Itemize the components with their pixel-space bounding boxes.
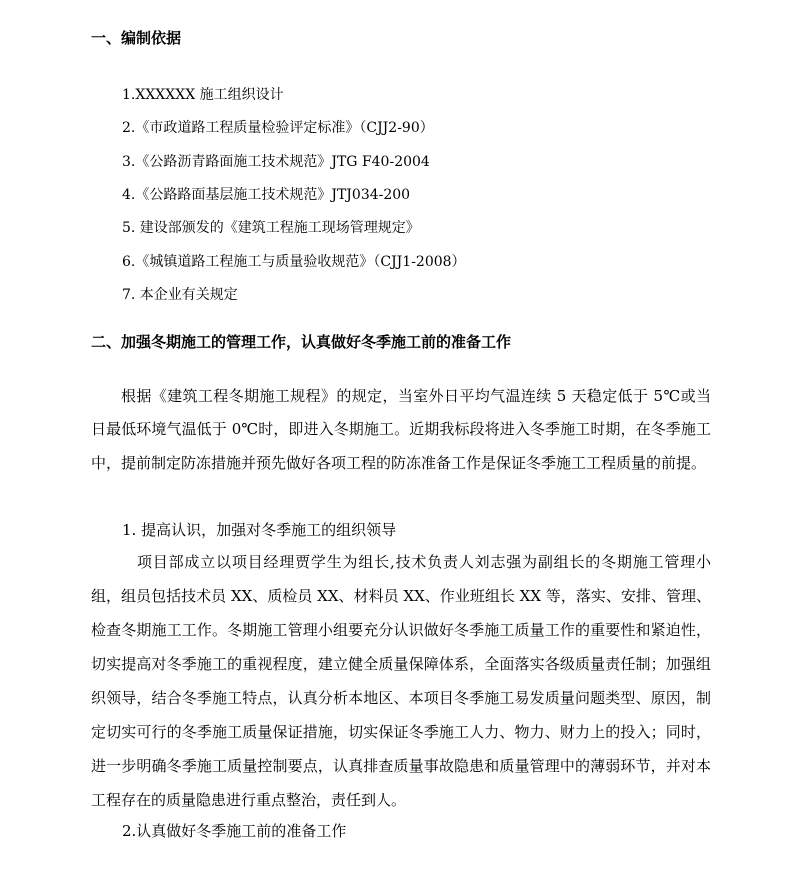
reference-item-6: 6.《城镇道路工程施工与质量验收规范》（CJJ1-2008）: [122, 254, 466, 270]
subsection-title-2: 2.认真做好冬季施工前的准备工作: [122, 822, 347, 840]
reference-item-5: 5. 建设部颁发的《建筑工程施工现场管理规定》: [122, 220, 420, 236]
reference-item-7: 7. 本企业有关规定: [122, 287, 238, 303]
section-heading-winter-management: 二、加强冬期施工的管理工作，认真做好冬季施工前的准备工作: [91, 333, 512, 351]
subsection-body-1: 项目部成立以项目经理贾学生为组长,技术负责人刘志强为副组长的冬期施工管理小组，组员包括技术员 XX、质检员 XX、材料员 XX、作业班组长 XX 等，落实、安排、管理、检查冬期施工工作。冬期施工管理小组要充分认识做好冬季施工质量工作的重要性和紧迫性，切实提高对冬季施工的重视程度，建立健全质量保障体系，全面落实各级质量责任制；加强组织领导，结合冬季施工特点，认真分析本地区、本项目冬季施工易发质量问题类型、原因，制定切实可行的冬季施工质量保证措施，切实保证冬季施工人力、物力、财力上的投入；同时，进一步明确冬季施工质量控制要点，认真排查质量事故隐患和质量管理中的薄弱环节，并对本工程存在的质量隐患进行重点整治，责任到人。: [91, 553, 711, 809]
reference-item-1: 1.XXXXXX 施工组织设计: [122, 87, 284, 103]
intro-paragraph: 根据《建筑工程冬期施工规程》的规定，当室外日平均气温连续 5 天稳定低于 5℃或当日最低环境气温低于 0℃时，即进入冬期施工。近期我标段将进入冬季施工时期，在冬季施工中，提前制定防冻措施并预先做好各项工程的防冻准备工作是保证冬季施工工程质量的前提。: [91, 387, 711, 472]
reference-item-3: 3.《公路沥青路面施工技术规范》JTG F40-2004: [122, 154, 430, 170]
reference-item-2: 2.《市政道路工程质量检验评定标准》（CJJ2-90）: [122, 120, 434, 136]
subsection-title-1: 1. 提高认识，加强对冬季施工的组织领导: [122, 521, 397, 539]
reference-item-4: 4.《公路路面基层施工技术规范》JTJ034-200: [122, 187, 411, 203]
section-heading-basis: 一、编制依据: [91, 29, 182, 47]
